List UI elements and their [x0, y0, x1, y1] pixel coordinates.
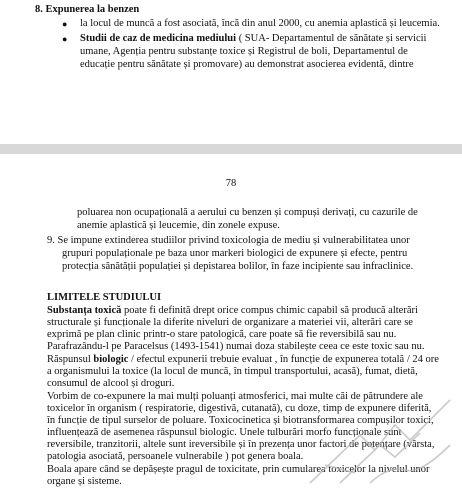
bullet-text-2-line-1 [80, 33, 426, 45]
page-separator [0, 144, 462, 154]
paragraph-line [47, 354, 439, 366]
paragraph-line: poluarea non ocupațională a aerului cu benzen și compuși derivați, cu cazurile de [77, 207, 418, 218]
bold-phrase: Studii de caz de medicina mediului [80, 33, 237, 44]
bullet-text-2-line-2: umane, Agenția pentru substanțe toxice și Registrul de boli, Departamentul de [80, 46, 408, 57]
text-run: Răspunsul [47, 354, 94, 365]
list-item-9-line: 9. Se impune extinderea studiilor privind toxicologia de mediu și vulnerabilitatea unor [47, 235, 410, 246]
paragraph-line: Parafrazându-l pe Paracelsus (1493-1541) numai doza stabilește ceea ce este toxic sau nu. [47, 341, 425, 352]
previous-page-fragment [0, 0, 462, 144]
paragraph-line: anemie aplastică și leucemie, din zonele expuse. [77, 220, 280, 231]
paragraph-line: exprimă pe plan clinic printr-o stare patologică, care poate să fie reversibilă sau nu. [47, 329, 397, 340]
bold-phrase: biologic [93, 354, 129, 365]
paragraph-line: reversibile, tranzitorii, altele sunt ireversibile și în prezența unor factori de potențare (vârsta, [47, 439, 435, 450]
paragraph-line: influențează de asemenea răspunsul biologic. Unele tulburări morfo funcționale sunt [47, 427, 402, 438]
bullet-text-2-line-3: educație pentru sănătate și promovare) au demonstrat asocierea evidentă, dintre [80, 59, 414, 70]
paragraph-line: patologia asociată, persoanele vulnerabile ) pot genera boala. [47, 451, 304, 462]
paragraph-line: structurale și funcționale la diferite niveluri de organizare a materiei vii, alterări care se [47, 317, 413, 328]
bullet-text-1: la locul de muncă a fost asociată, încă din anul 2000, cu anemia aplastică și leucemia. [80, 18, 440, 29]
paragraph-line: Vorbim de co-expunere la mai mulți poluanți atmosferici, mai multe căi de pătrundere ale [47, 391, 423, 402]
list-item-9-line: grupuri populaționale pe baza unor markeri biologici de expunere și efecte, pentru [62, 248, 408, 259]
paragraph-line: a organismului la toxice (la locul de muncă, în timpul transportului, acasă), fumat, dietă, [47, 366, 418, 377]
paragraph-line [47, 305, 418, 317]
text-run: ( SUA- Departamentul de sănătate și servicii [236, 33, 427, 44]
paragraph-line: Boala apare când se depășește pragul de toxicitate, prin cumularea toxicelor la nivelul unor [47, 464, 430, 475]
document-page [0, 154, 462, 487]
bullet-icon: ● [62, 34, 68, 44]
page-number: 78 [225, 178, 237, 189]
paragraph-line: toxicelor în organism ( respiratorie, digestivă, cutanată), cu doze, timp de expunere diferită, [47, 403, 432, 414]
text-run: poate fi definită drept orice compus chimic capabil să producă alterări [121, 305, 418, 316]
paragraph-line: consumul de alcool și droguri. [47, 378, 175, 389]
text-run: / efectul expunerii trebuie evaluat , în funcție de expunerea totală / 24 ore [128, 354, 439, 365]
paragraph-line: în funcție de tipul surselor de poluare. Toxicocinetica și biotransformarea compușilor toxici, [47, 415, 434, 426]
section-heading-benzen: 8. Expunerea la benzen [35, 4, 140, 15]
bold-phrase: Substanța toxică [47, 305, 122, 316]
section-title: LIMITELE STUDIULUI [47, 292, 162, 303]
bullet-icon: ● [62, 19, 68, 29]
list-item-9-line: protecția sănătății populației și depistarea bolilor, în faze incipiente sau infraclinice. [62, 261, 414, 272]
paragraph-line: organe și sisteme. [47, 476, 122, 487]
